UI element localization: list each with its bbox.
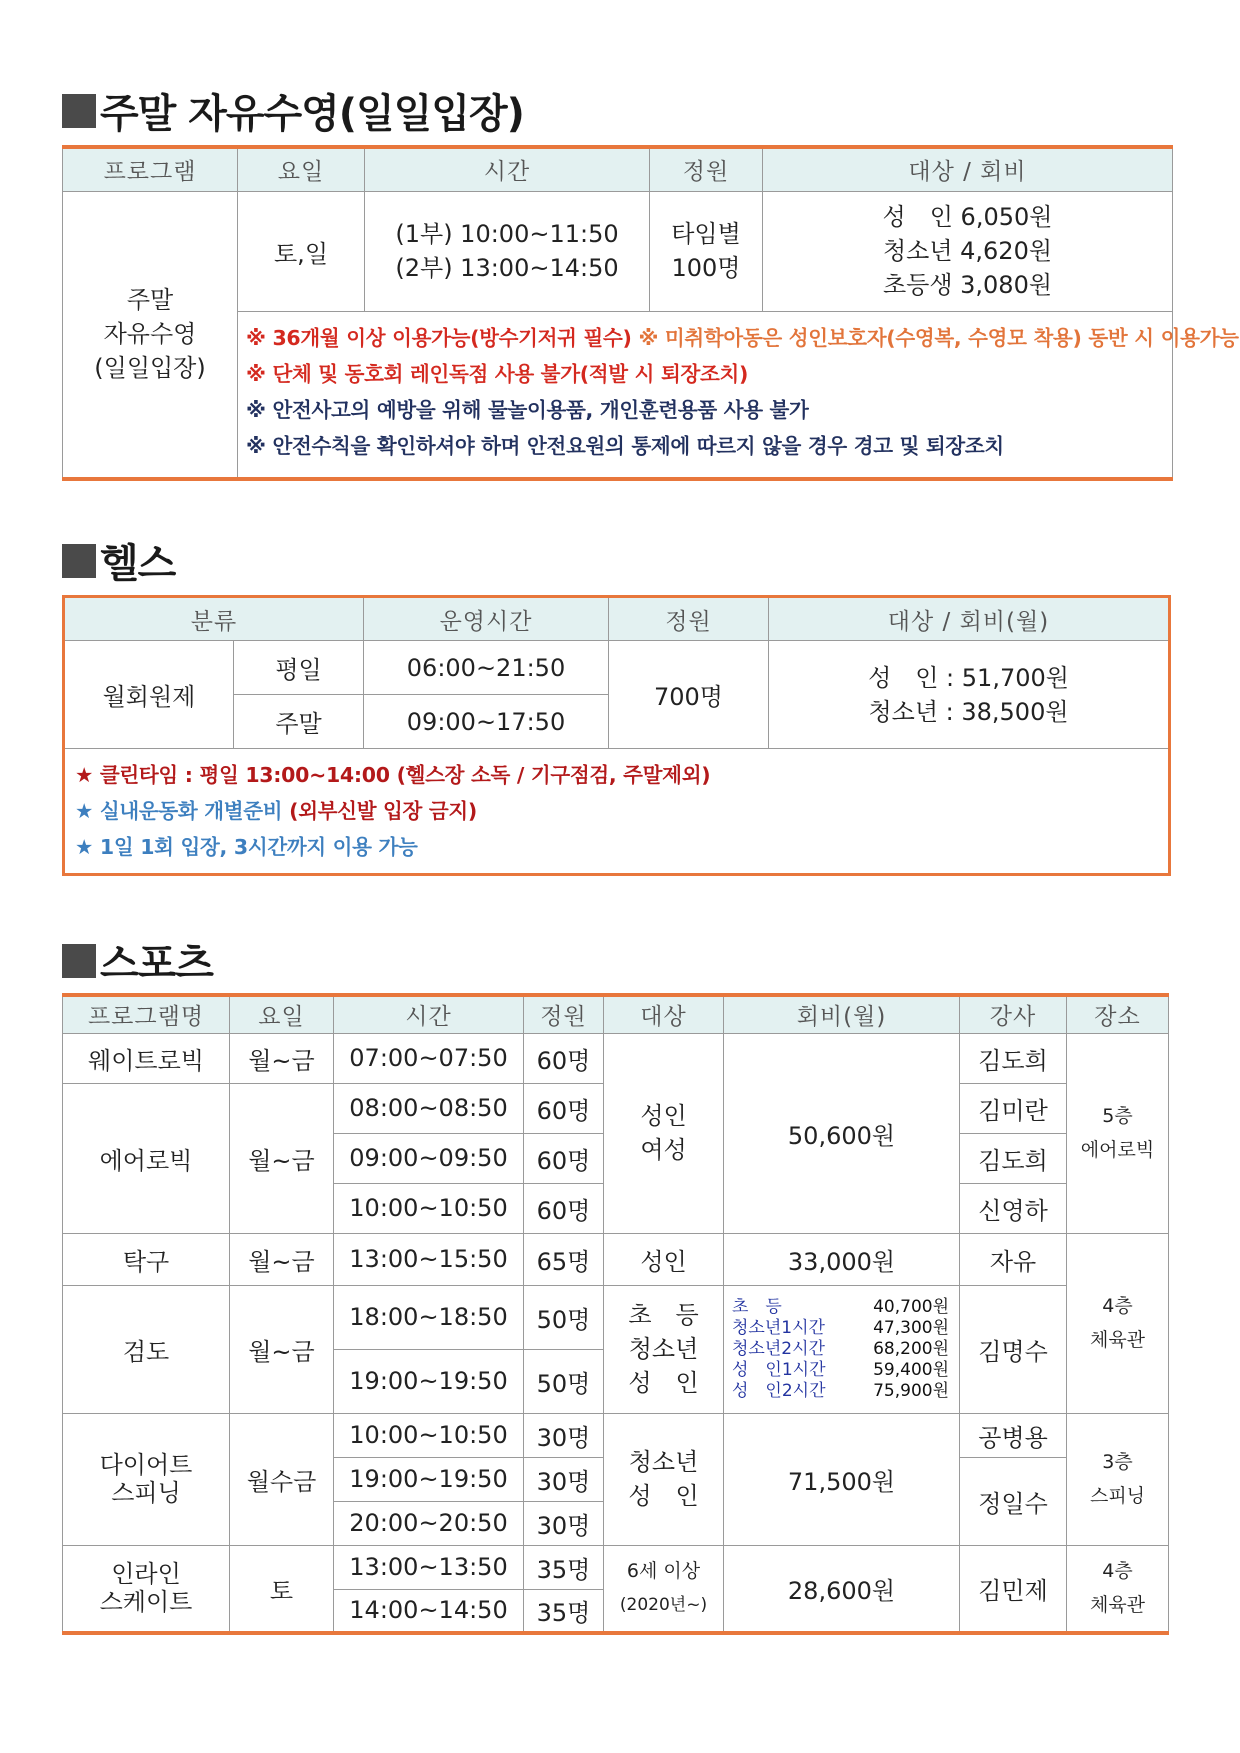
swim-note-2: ※ 단체 및 동호회 레인독점 사용 불가(적발 시 퇴장조치): [246, 361, 749, 386]
swim-title-text: 주말 자유수영(일일입장): [100, 91, 524, 137]
time: 07:00~07:50: [334, 1033, 524, 1083]
program-name: 에어로빅: [63, 1083, 230, 1233]
header-time: 시간: [334, 995, 524, 1033]
swim-note-4: ※ 안전수칙을 확인하셔야 하며 안전요원의 통제에 따르지 않을 경우 경고 및 퇴장조치: [246, 433, 1004, 458]
swim-program-cell: [63, 191, 238, 479]
time: 13:00~13:50: [334, 1545, 524, 1589]
time: 08:00~08:50: [334, 1083, 524, 1133]
teacher: 신영하: [960, 1183, 1067, 1233]
kendo-fee-list: [724, 1297, 959, 1402]
header-capacity: 정원: [524, 995, 604, 1033]
fee-amount: 47,300원: [873, 1317, 949, 1338]
time: 20:00~20:50: [334, 1501, 524, 1545]
fee-label: 청소년2시간: [732, 1338, 825, 1359]
fee-label: 초 등: [732, 1296, 782, 1317]
days: 월~금: [230, 1033, 334, 1083]
fee: 28,600원: [724, 1545, 960, 1633]
aerobic-fee: 50,600원: [724, 1033, 960, 1233]
target-line: 성 인: [628, 1369, 699, 1397]
target: 성인: [604, 1233, 724, 1285]
health-note-1: ★ 클린타임 : 평일 13:00~14:00 (헬스장 소독 / 기구점검, 주말제외): [75, 763, 711, 787]
fee-line: 초등생 3,080원: [882, 271, 1053, 299]
time: 19:00~19:50: [334, 1457, 524, 1501]
teacher: 자유: [960, 1233, 1067, 1285]
inline-place: [1067, 1545, 1169, 1633]
target-line: 6세 이상: [626, 1560, 701, 1583]
capacity: 30명: [524, 1457, 604, 1501]
fee: 33,000원: [724, 1233, 960, 1285]
fee-label: 청소년1시간: [732, 1317, 825, 1338]
fee-row: [732, 1318, 959, 1339]
teacher: 공병용: [960, 1413, 1067, 1457]
fee-amount: 59,400원: [873, 1359, 949, 1380]
fee-amount: 68,200원: [873, 1338, 949, 1359]
note-text: (외부신발 입장 금지): [289, 799, 477, 823]
aerobic-place: [1067, 1033, 1169, 1233]
time: 10:00~10:50: [334, 1413, 524, 1457]
time: 10:00~10:50: [334, 1183, 524, 1233]
fee-amount: 75,900원: [873, 1380, 949, 1401]
health-weekday-row: [64, 641, 1170, 695]
program-line: (일일입장): [94, 354, 206, 383]
time: 14:00~14:50: [334, 1589, 524, 1633]
fee-row: [732, 1339, 959, 1360]
inline-target: [604, 1545, 724, 1633]
name-line: 스피닝: [111, 1479, 181, 1507]
fee: 71,500원: [724, 1413, 960, 1545]
note-text: ※ 미취학아동은 성인보호자(수영복, 수영모 착용) 동반 시 이용가능: [638, 325, 1239, 350]
aerobic-target: [604, 1033, 724, 1233]
header-capacity: 정원: [650, 147, 763, 191]
name-line: 스케이트: [99, 1588, 193, 1617]
days: 월~금: [230, 1285, 334, 1413]
capacity-line: 타임별: [671, 220, 741, 248]
target-line: 성 인: [628, 1482, 699, 1510]
name-line: 다이어트: [99, 1451, 193, 1479]
program-name: 검도: [63, 1285, 230, 1413]
capacity: 60명: [524, 1183, 604, 1233]
table-row: [63, 1233, 1169, 1285]
time-line: (2부) 13:00~14:50: [395, 254, 619, 282]
capacity: 60명: [524, 1083, 604, 1133]
table-row: [63, 1033, 1169, 1083]
swim-capacity: [650, 191, 763, 311]
fee-row: [732, 1360, 959, 1381]
teacher: 김민제: [960, 1545, 1067, 1633]
teacher: 김미란: [960, 1083, 1067, 1133]
header-days: 요일: [238, 147, 365, 191]
target-line: 청소년: [628, 1448, 699, 1476]
square-bullet-icon: [62, 544, 96, 578]
square-bullet-icon: [62, 94, 96, 128]
table-row: [63, 1285, 1169, 1349]
header-hours: 운영시간: [364, 597, 609, 641]
table-row: [63, 1545, 1169, 1589]
note-text: ※ 36개월 이상 이용가능(방수기저귀 필수): [246, 325, 632, 350]
place-line: 체육관: [1089, 1594, 1146, 1617]
square-bullet-icon: [62, 944, 96, 978]
header-capacity: 정원: [609, 597, 769, 641]
target-line: (2020년~): [619, 1595, 708, 1616]
health-weekend: 주말: [234, 695, 364, 749]
fee-line: 성 인 6,050원: [882, 203, 1053, 231]
health-capacity: 700명: [609, 641, 769, 749]
swim-table: [62, 145, 1239, 481]
teacher: 김도희: [960, 1033, 1067, 1083]
fee-amount: 40,700원: [873, 1296, 949, 1317]
place-line: 에어로빅: [1080, 1139, 1155, 1161]
health-title-text: 헬스: [100, 541, 176, 587]
health-notes-row: [64, 749, 1170, 875]
spinning-target: [604, 1413, 724, 1545]
health-weekend-time: 09:00~17:50: [364, 695, 609, 749]
swim-notes: [238, 311, 1239, 479]
time-line: (1부) 10:00~11:50: [395, 220, 619, 248]
program-name: 탁구: [63, 1233, 230, 1285]
note-text: ★ 실내운동화 개별준비: [75, 799, 283, 823]
health-note-2: [75, 793, 1168, 829]
capacity: 60명: [524, 1133, 604, 1183]
header-fee: 대상 / 회비(월): [769, 597, 1170, 641]
teacher: 김명수: [960, 1285, 1067, 1413]
swim-times: [365, 191, 650, 311]
place-line: 4층: [1102, 1560, 1133, 1583]
table-row: [63, 1413, 1169, 1457]
capacity-line: 100명: [671, 254, 741, 282]
header-target: 대상: [604, 995, 724, 1033]
program-name: [63, 1413, 230, 1545]
capacity: 35명: [524, 1589, 604, 1633]
kendo-fees: [724, 1285, 960, 1413]
header-program: 프로그램: [63, 147, 238, 191]
target-line: 성인: [640, 1102, 687, 1130]
health-notes: [64, 749, 1170, 875]
header-time: 시간: [365, 147, 650, 191]
place-line: 4층: [1102, 1295, 1133, 1317]
capacity: 50명: [524, 1285, 604, 1349]
swim-fees: [763, 191, 1173, 311]
capacity: 65명: [524, 1233, 604, 1285]
header-program-name: 프로그램명: [63, 995, 230, 1033]
health-section-title: [62, 532, 175, 589]
time: 18:00~18:50: [334, 1285, 524, 1349]
fee-row: [732, 1381, 959, 1402]
health-fees: [769, 641, 1170, 749]
days: 월수금: [230, 1413, 334, 1545]
health-category: 월회원제: [64, 641, 234, 749]
target-line: 청소년: [628, 1335, 699, 1363]
swim-days: 토,일: [238, 191, 365, 311]
health-weekday-time: 06:00~21:50: [364, 641, 609, 695]
fee-line: 성 인 : 51,700원: [868, 663, 1069, 692]
header-place: 장소: [1067, 995, 1169, 1033]
fee-label: 성 인2시간: [732, 1380, 826, 1401]
kendo-target: [604, 1285, 724, 1413]
swim-data-row: [63, 191, 1173, 311]
time: 19:00~19:50: [334, 1349, 524, 1413]
capacity: 35명: [524, 1545, 604, 1589]
sports-title-text: 스포츠: [100, 941, 213, 987]
capacity: 50명: [524, 1349, 604, 1413]
header-days: 요일: [230, 995, 334, 1033]
teacher: 정일수: [960, 1457, 1067, 1545]
swim-header-row: [63, 147, 1173, 191]
time: 13:00~15:50: [334, 1233, 524, 1285]
place-line: 체육관: [1089, 1329, 1146, 1351]
fee-label: 성 인1시간: [732, 1359, 826, 1380]
header-fee: 회비(월): [724, 995, 960, 1033]
days: 토: [230, 1545, 334, 1633]
place-line: 5층: [1102, 1105, 1133, 1127]
target-line: 여성: [640, 1136, 687, 1164]
fee-line: 청소년 : 38,500원: [868, 697, 1069, 726]
capacity: 30명: [524, 1501, 604, 1545]
sports-section-title: [62, 932, 213, 989]
health-weekday: 평일: [234, 641, 364, 695]
fee-row: [732, 1297, 959, 1318]
days: 월~금: [230, 1233, 334, 1285]
program-name: 웨이트로빅: [63, 1033, 230, 1083]
fee-line: 청소년 4,620원: [882, 237, 1053, 265]
swim-note-1: [246, 320, 1239, 356]
header-category: 분류: [64, 597, 364, 641]
place-line: 스피닝: [1089, 1485, 1146, 1507]
health-table: [62, 595, 1171, 876]
name-line: 인라인: [111, 1560, 181, 1589]
capacity: 60명: [524, 1033, 604, 1083]
health-header-row: [64, 597, 1170, 641]
program-line: 주말: [126, 286, 174, 315]
place-line: 3층: [1102, 1451, 1133, 1473]
program-line: 자유수영: [103, 320, 197, 349]
header-teacher: 강사: [960, 995, 1067, 1033]
capacity: 30명: [524, 1413, 604, 1457]
swim-section-title: [62, 82, 524, 139]
health-note-3: ★ 1일 1회 입장, 3시간까지 이용 가능: [75, 835, 418, 859]
header-fee: 대상 / 회비: [763, 147, 1173, 191]
gym-place: [1067, 1233, 1169, 1413]
swim-note-3: ※ 안전사고의 예방을 위해 물놀이용품, 개인훈련용품 사용 불가: [246, 397, 809, 422]
teacher: 김도희: [960, 1133, 1067, 1183]
program-name: [63, 1545, 230, 1633]
sports-table: [62, 993, 1169, 1635]
sports-header-row: [63, 995, 1169, 1033]
time: 09:00~09:50: [334, 1133, 524, 1183]
target-line: 초 등: [628, 1301, 699, 1329]
days: 월~금: [230, 1083, 334, 1233]
spinning-place: [1067, 1413, 1169, 1545]
